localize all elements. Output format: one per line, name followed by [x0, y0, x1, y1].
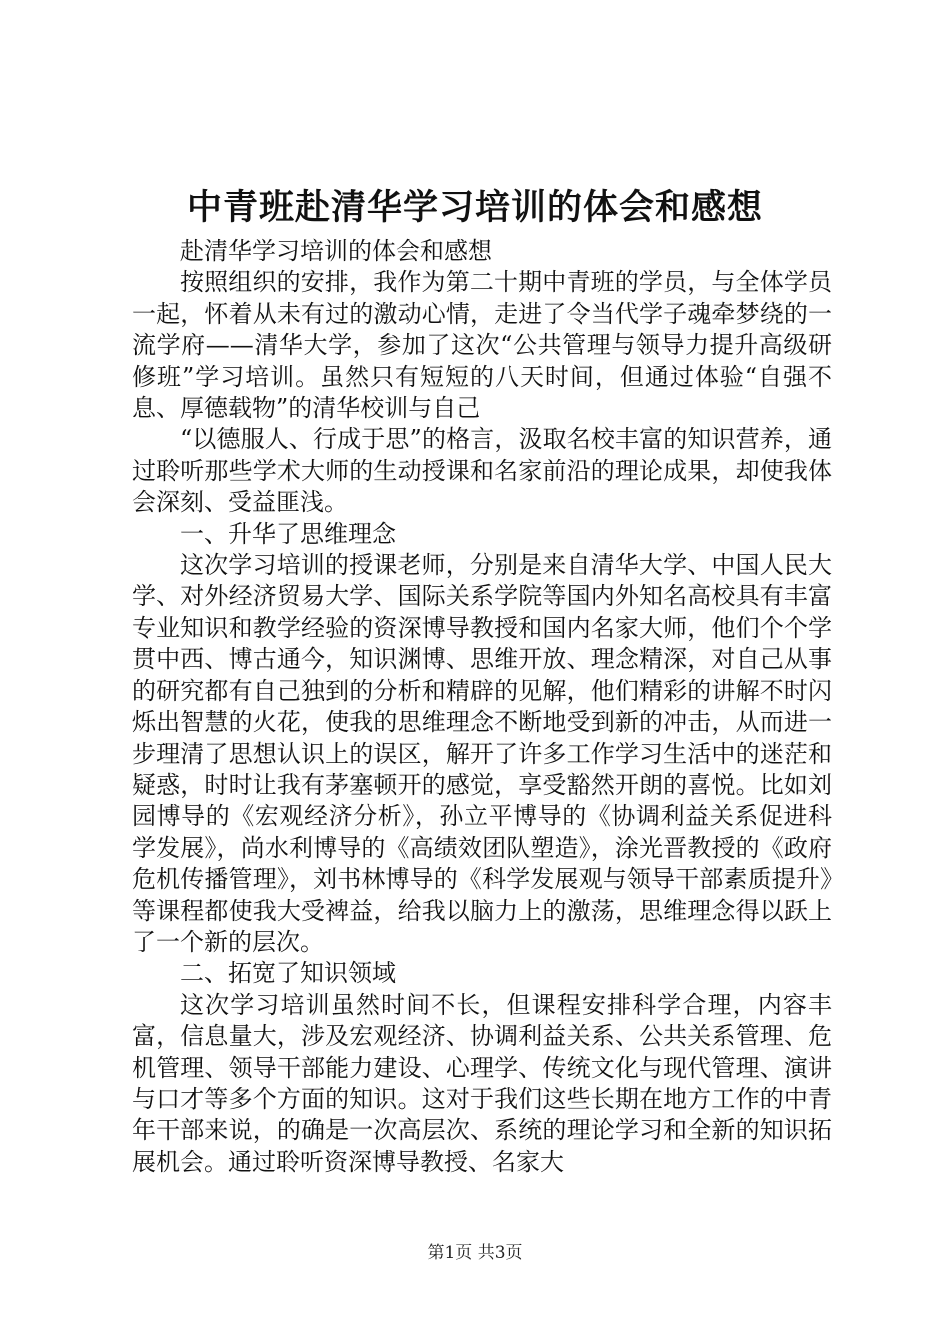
section-heading: 二、拓宽了知识领域	[180, 959, 396, 988]
section-heading: 一、升华了思维理念	[180, 519, 396, 548]
subtitle-paragraph: 赴清华学习培训的体会和感想	[180, 237, 492, 265]
body-paragraph: 这次学习培训的授课老师，分别是来自清华大学、中国人民大学、对外经济贸易大学、国际关系学院等国内外知名高校具有丰富专业知识和教学经验的资深博导教授和国内名家大师，他们个个学贯中西、博古通今，知识渊博、思维开放、理念精深，对自己从事的研究都有自己独到的分析和精辟的见解，他们精彩的讲解不时闪烁出智慧的火花，使我的思维理念不断地受到新的冲击，从而进一步理清了思想认识上的误区，解开了许多工作学习生活中的迷茫和疑惑，时时让我有茅塞顿开的感觉，享受豁然开朗的喜悦。比如刘园博导的《宏观经济分析》，孙立平博导的《协调利益关系促进科学发展》，尚水利博导的《高绩效团队塑造》，涂光晋教授的《政府危机传播管理》，刘书林博导的《科学发展观与领导干部素质提升》等课程都使我大受裨益，给我以脑力上的激荡，思维理念得以跃上了一个新的层次。	[132, 551, 832, 956]
page-footer: 第1页 共3页	[427, 1243, 523, 1263]
body-paragraph: 这次学习培训虽然时间不长，但课程安排科学合理，内容丰富，信息量大，涉及宏观经济、协调利益关系、公共关系管理、危机管理、领导干部能力建设、心理学、传统文化与现代管理、演讲与口才等多个方面的知识。这对于我们这些长期在地方工作的中青年干部来说，的确是一次高层次、系统的理论学习和全新的知识拓展机会。通过聆听资深博导教授、名家大	[132, 990, 832, 1176]
document-body	[132, 236, 832, 1178]
body-paragraph: 按照组织的安排，我作为第二十期中青班的学员，与全体学员一起，怀着从未有过的激动心情，走进了令当代学子魂牵梦绕的一流学府——清华大学，参加了这次“公共管理与领导力提升高级研修班”学习培训。虽然只有短短的八天时间，但通过体验“自强不息、厚德载物”的清华校训与自己	[132, 268, 832, 423]
document-title: 中青班赴清华学习培训的体会和感想	[186, 187, 763, 228]
body-paragraph: “以德服人、行成于思”的格言，汲取名校丰富的知识营养，通过聆听那些学术大师的生动授课和名家前沿的理论成果，却使我体会深刻、受益匪浅。	[132, 425, 832, 517]
